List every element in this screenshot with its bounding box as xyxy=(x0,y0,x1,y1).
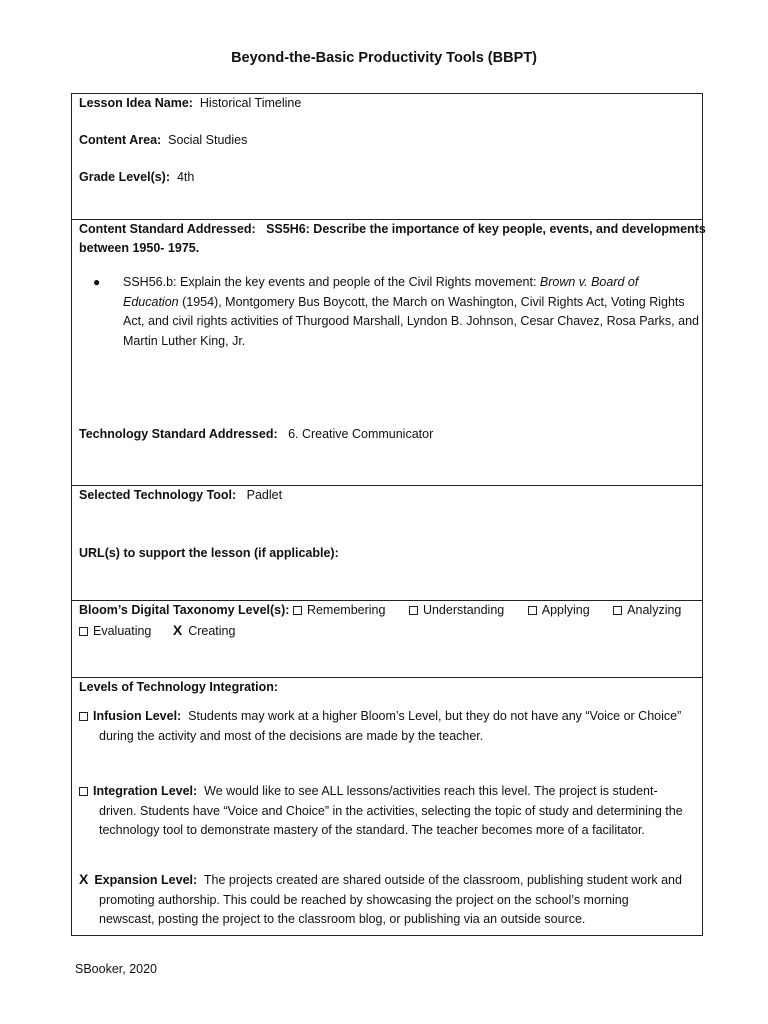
integration-line1: We would like to see ALL lessons/activities reach this level. The project is student- xyxy=(204,784,658,798)
standard-bullet-text xyxy=(123,273,699,351)
tech-tool-label: Selected Technology Tool: xyxy=(79,488,237,502)
tech-standard-value: 6. Creative Communicator xyxy=(288,427,434,441)
bullet-line4: Martin Luther King, Jr. xyxy=(123,333,246,348)
footer-author: SBooker, 2020 xyxy=(75,962,158,976)
expansion-level-block xyxy=(79,870,682,930)
infusion-level-block xyxy=(79,707,681,746)
evaluating-label: Evaluating xyxy=(93,624,152,638)
content-area-label: Content Area: xyxy=(79,133,162,147)
integration-level-block xyxy=(79,782,683,841)
bullet-icon: ● xyxy=(93,275,101,289)
remembering-label: Remembering xyxy=(306,603,386,617)
applying-checkbox[interactable] xyxy=(528,606,537,615)
lesson-name-label: Lesson Idea Name: xyxy=(79,96,193,110)
integration-label: Integration Level: xyxy=(93,784,198,798)
integration-section xyxy=(72,678,702,935)
blooms-label: Bloom’s Digital Taxonomy Level(s): xyxy=(79,603,290,617)
lesson-name-value: Historical Timeline xyxy=(199,96,302,110)
infusion-checkbox[interactable] xyxy=(79,712,88,721)
bullet-line2-b: (1954), Montgomery Bus Boycott, the March on Washington, Civil Rights Act, Voting Rights xyxy=(178,294,685,309)
tech-tool-value: Padlet xyxy=(246,488,283,502)
integration-line2: driven. Students have “Voice and Choice” in the activities, selecting the topic of study and determining the xyxy=(99,803,683,818)
blooms-row1 xyxy=(79,603,681,617)
technology-tool-section xyxy=(72,486,702,601)
content-standard-line1 xyxy=(79,222,706,236)
expansion-line3: newscast, posting the project to the classroom blog, or publishing via an outside source. xyxy=(99,912,586,926)
understanding-checkbox[interactable] xyxy=(409,606,418,615)
content-area-row xyxy=(79,133,247,147)
grade-level-label: Grade Level(s): xyxy=(79,170,171,184)
expansion-line2: promoting authorship. This could be reached by showcasing the project on the school’s morning xyxy=(99,892,629,907)
content-standard-text1: SS5H6: Describe the importance of key people, events, and developments xyxy=(266,222,706,236)
tech-standard-label: Technology Standard Addressed: xyxy=(79,427,278,441)
bullet-line3: Act, and civil rights activities of Thurgood Marshall, Lyndon B. Johnson, Cesar Chavez, Rosa Parks, and xyxy=(123,314,699,328)
document-title: Beyond-the-Basic Productivity Tools (BBPT) xyxy=(231,50,537,66)
lesson-info-section xyxy=(72,94,702,220)
infusion-line1: Students may work at a higher Bloom’s Level, but they do not have any “Voice or Choice” xyxy=(188,709,682,723)
bullet-line2-a: Education xyxy=(123,294,179,309)
infusion-label: Infusion Level: xyxy=(93,709,182,723)
analyzing-checkbox[interactable] xyxy=(613,606,622,615)
grade-level-value: 4th xyxy=(176,170,195,184)
blooms-section xyxy=(72,601,702,678)
lesson-name-row xyxy=(79,96,301,110)
infusion-line2: during the activity and most of the decisions are made by the teacher. xyxy=(99,728,484,743)
understanding-label: Understanding xyxy=(422,603,505,617)
url-label: URL(s) to support the lesson (if applicable): xyxy=(79,546,339,560)
standards-section xyxy=(72,220,706,486)
tech-standard-row xyxy=(79,427,433,441)
creating-x-mark[interactable]: X xyxy=(172,622,183,638)
bullet-line1-b: Brown v. Board of xyxy=(539,275,639,289)
tech-tool-row xyxy=(79,488,282,502)
expansion-line1: The projects created are shared outside of the classroom, publishing student work and xyxy=(203,873,682,887)
lesson-form xyxy=(71,93,706,936)
expansion-label: Expansion Level: xyxy=(94,873,198,887)
content-standard-text2: between 1950- 1975. xyxy=(79,241,200,255)
applying-label: Applying xyxy=(541,603,590,617)
integration-heading: Levels of Technology Integration: xyxy=(79,680,279,694)
content-area-value: Social Studies xyxy=(168,133,248,147)
grade-level-row xyxy=(79,170,194,184)
content-standard-label: Content Standard Addressed: xyxy=(79,222,256,236)
blooms-row2 xyxy=(79,622,235,638)
integration-checkbox[interactable] xyxy=(79,787,88,796)
analyzing-label: Analyzing xyxy=(627,603,682,617)
expansion-x-mark[interactable]: X xyxy=(79,871,89,887)
evaluating-checkbox[interactable] xyxy=(79,627,88,636)
integration-line3: technology tool to demonstrate mastery of the standard. The teacher becomes more of a facilitator. xyxy=(99,823,645,837)
remembering-checkbox[interactable] xyxy=(293,606,302,615)
bullet-line1-a: SSH56.b: Explain the key events and people of the Civil Rights movement: xyxy=(123,275,540,289)
creating-label: Creating xyxy=(188,624,236,638)
